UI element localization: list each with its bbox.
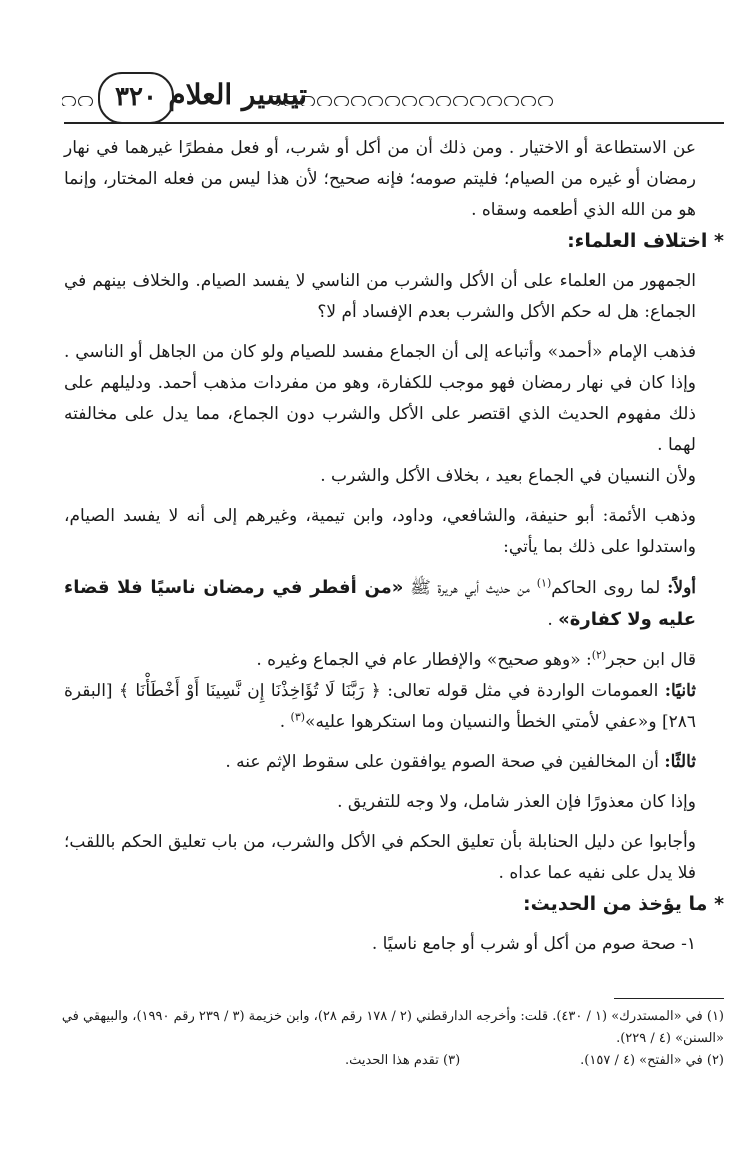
paragraph: فذهب الإمام «أحمد» وأتباعه إلى أن الجماع مفسد للصيام ولو كان من الجاهل أو الناسي . وإذا كان في نهار رمضان فهو موجب للكفارة، وهو من مفردات مذهب أحمد. ودليلهم على ذلك مفهوم الحديث الذي اقتصر على الأكل والشرب دون الجماع، مما يدل على مخالفته لهما . bbox=[64, 342, 696, 455]
paragraph: عن الاستطاعة أو الاختيار . ومن ذلك أن من أكل أو شرب، أو فعل مفطرًا غيرهما في نهار رمضان أو غيره من الصيام؛ فليتم صومه؛ فإنه صحيح؛ لأن هذا ليس من فعله المختار، وإنما هو من الله الذي أطعمه وسقاه . bbox=[64, 138, 696, 220]
page-number: ٣٢٠ bbox=[98, 72, 174, 124]
paragraph: الجمهور من العلماء على أن الأكل والشرب من الناسي لا يفسد الصيام. والخلاف بينهم في الجماع: هل له حكم الأكل والشرب بعدم الإفساد أم لا؟ bbox=[64, 271, 696, 322]
section-heading: * اختلاف العلماء: bbox=[567, 230, 724, 252]
hadith-quote: «من أفطر في رمضان ناسيًا فلا قضاء عليه ولا كفارة» bbox=[64, 577, 696, 630]
point-label: ثالثًا: bbox=[664, 752, 696, 772]
header-rule bbox=[64, 122, 724, 124]
point-label: أولاً: bbox=[667, 578, 696, 598]
paragraph: وإذا كان معذورًا فإن العذر شامل، ولا وجه للتفريق . bbox=[337, 792, 696, 812]
point-label: ثانيًا: bbox=[664, 681, 696, 701]
footnote-ref: (٢) bbox=[591, 648, 607, 662]
ornament-chain-end bbox=[62, 92, 94, 106]
footnote: (٢) في «الفتح» (٤ / ١٥٧). bbox=[580, 1053, 724, 1068]
list-item: ١- صحة صوم من أكل أو شرب أو جامع ناسيًا . bbox=[371, 934, 696, 954]
paragraph: وأجابوا عن دليل الحنابلة بأن تعليق الحكم في الأكل والشرب، من باب تعليق الحكم باللقب؛ فلا يدل على نفيه عما عداه . bbox=[64, 832, 696, 883]
footnote: (٣) تقدم هذا الحديث. bbox=[344, 1053, 461, 1068]
book-title: تيسير العلام bbox=[168, 78, 307, 111]
paragraph: ثالثًا: أن المخالفين في صحة الصوم يوافقون على سقوط الإثم عنه . bbox=[225, 752, 696, 772]
footnote-ref: (٣) bbox=[290, 710, 306, 724]
footnote-ref: (١) bbox=[536, 576, 552, 590]
paragraph: وذهب الأئمة: أبو حنيفة، والشافعي، وداود، وابن تيمية، وغيرهم إلى أنه لا يفسد الصيام، واستدلوا على ذلك بما يأتي: bbox=[64, 506, 696, 557]
paragraph: ثانيًا: العمومات الواردة في مثل قوله تعالى: ﴿ رَبَّنَا لَا تُؤَاخِذْنَا إِن نَّسِينَا أَوْ أَخْطَأْنَا ﴾ [البقرة ٢٨٦] و«عفي لأمتي الخطأ والنسيان وما استكرهوا عليه»$^{(٣)}$ . bbox=[64, 681, 696, 732]
footnote-separator bbox=[614, 998, 724, 999]
footnotes bbox=[52, 1006, 724, 1072]
quran-verse: ﴿ رَبَّنَا لَا تُؤَاخِذْنَا إِن نَّسِينَا أَوْ أَخْطَأْنَا ﴾ bbox=[119, 681, 381, 701]
page-header bbox=[62, 68, 722, 128]
main-text bbox=[64, 133, 724, 960]
footnote: (١) في «المستدرك» (١ / ٤٣٠). قلت: وأخرجه الدارقطني (٢ / ١٧٨ رقم ٢٨)، وابن خزيمة (٣ / ٢٣٩ رقم ١٩٩٠)، والبيهقي في «السنن» (٤ / ٢٢٩). bbox=[61, 1009, 724, 1046]
ornament-chain bbox=[272, 92, 554, 106]
paragraph: ولأن النسيان في الجماع بعيد ، بخلاف الأكل والشرب . bbox=[320, 466, 696, 486]
paragraph: قال ابن حجر$^{(٢)}$: «وهو صحيح» والإفطار عام في الجماع وغيره . bbox=[256, 648, 696, 670]
section-heading: * ما يؤخذ من الحديث: bbox=[522, 893, 724, 915]
paragraph: أولاً: لما روى الحاكم$^{(١)}$ من حديث أبي هريرة ﷺ «من أفطر في رمضان ناسيًا فلا قضاء عليه ولا كفارة» . bbox=[64, 576, 696, 630]
